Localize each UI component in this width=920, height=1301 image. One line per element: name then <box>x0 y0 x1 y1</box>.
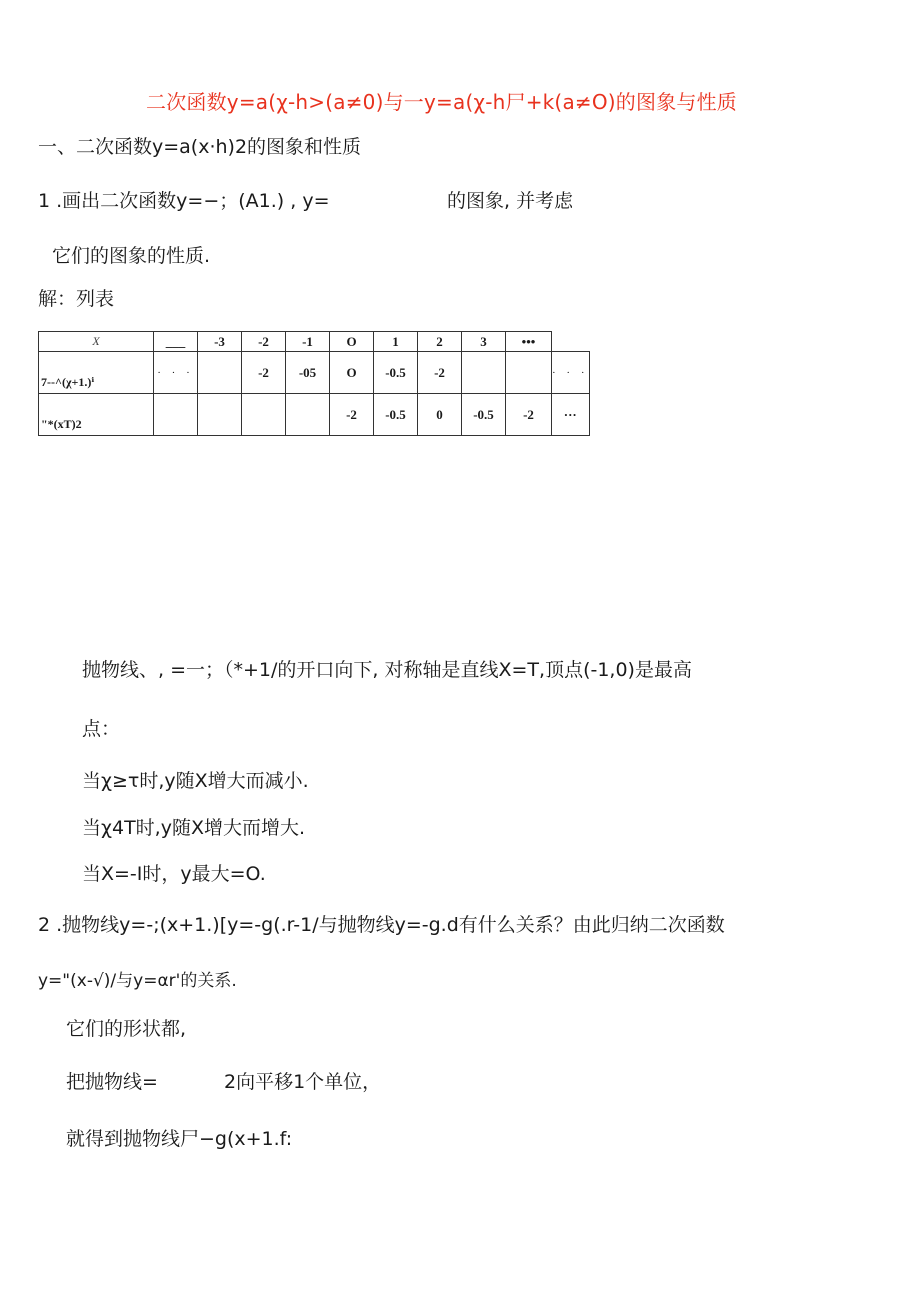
table-cell <box>462 352 506 394</box>
table-header-cell: 1 <box>374 332 418 352</box>
property-line-1: 抛物线、, =一；（*+1/的开口向下, 对称轴是直线X=T,顶点(-1,0)是最高 <box>82 659 692 681</box>
table-cell: -2 <box>330 394 374 436</box>
table-cell <box>198 352 242 394</box>
table-header-cell: -2 <box>242 332 286 352</box>
table-header-cell: -1 <box>286 332 330 352</box>
table-header-cell: -3 <box>198 332 242 352</box>
table-cell <box>154 394 198 436</box>
table-header-cell: ___ <box>154 332 198 352</box>
table-cell: -0.5 <box>374 394 418 436</box>
table-header-cell: ••• <box>506 332 552 352</box>
section-heading: 一、二次函数y=a(x·h)2的图象和性质 <box>38 136 362 158</box>
table-cell: -0.5 <box>374 352 418 394</box>
table-cell: -2 <box>418 352 462 394</box>
property-line-5: 当X=-I时，y最大=O. <box>82 863 266 885</box>
item2-line5: 就得到抛物线尸−g(x+1.f: <box>66 1128 293 1150</box>
solution-label: 解：列表 <box>38 288 115 310</box>
item1-prefix: 1 .画出二次函数y=−；(A1.) , y= <box>38 190 330 212</box>
table-cell: -2 <box>506 394 552 436</box>
document-title: 二次函数y=a(χ-h>(a≠0)与一y=a(χ-h尸+k(a≠O)的图象与性质 <box>146 90 737 114</box>
table-cell <box>198 394 242 436</box>
table-header-row <box>39 332 590 352</box>
value-table <box>38 331 590 436</box>
table-header-cell: O <box>330 332 374 352</box>
table-row <box>39 394 590 436</box>
table-cell <box>242 394 286 436</box>
table-cell: -2 <box>242 352 286 394</box>
table-cell: · · · <box>552 352 590 394</box>
item1-line2: 它们的图象的性质. <box>52 245 211 267</box>
item2-line4-end: 2向平移1个单位， <box>224 1071 382 1093</box>
table-header-cell: 2 <box>418 332 462 352</box>
row-label: 7--^(χ+1.)ⁱ <box>39 352 154 394</box>
table-cell: -0.5 <box>462 394 506 436</box>
table-cell: O <box>330 352 374 394</box>
table-cell <box>286 394 330 436</box>
item2-line2: y="(x-√)/与y=αr'的关系. <box>38 971 237 991</box>
item2-line3: 它们的形状都, <box>66 1018 187 1040</box>
table-header-cell: 3 <box>462 332 506 352</box>
table-cell: 0 <box>418 394 462 436</box>
item1-suffix: 的图象, 并考虑 <box>447 190 574 212</box>
table-cell: · · · <box>154 352 198 394</box>
row-label: "*(xT)2 <box>39 394 154 436</box>
table-cell <box>506 352 552 394</box>
property-line-3: 当χ≥τ时,y随X增大而减小. <box>82 770 309 792</box>
property-line-4: 当χ4T时,y随X增大而增大. <box>82 817 306 839</box>
item2-line1: 2 .抛物线y=-;(x+1.)[y=-g(.r-1/与抛物线y=-g.d有什么关系？由此归纳二次函数 <box>38 914 725 936</box>
table-header-cell: X <box>39 332 154 352</box>
item2-line4-start: 把抛物线= <box>66 1071 158 1093</box>
table-row <box>39 352 590 394</box>
table-cell: ··· <box>552 394 590 436</box>
table-cell: -05 <box>286 352 330 394</box>
property-line-2: 点： <box>82 718 121 740</box>
